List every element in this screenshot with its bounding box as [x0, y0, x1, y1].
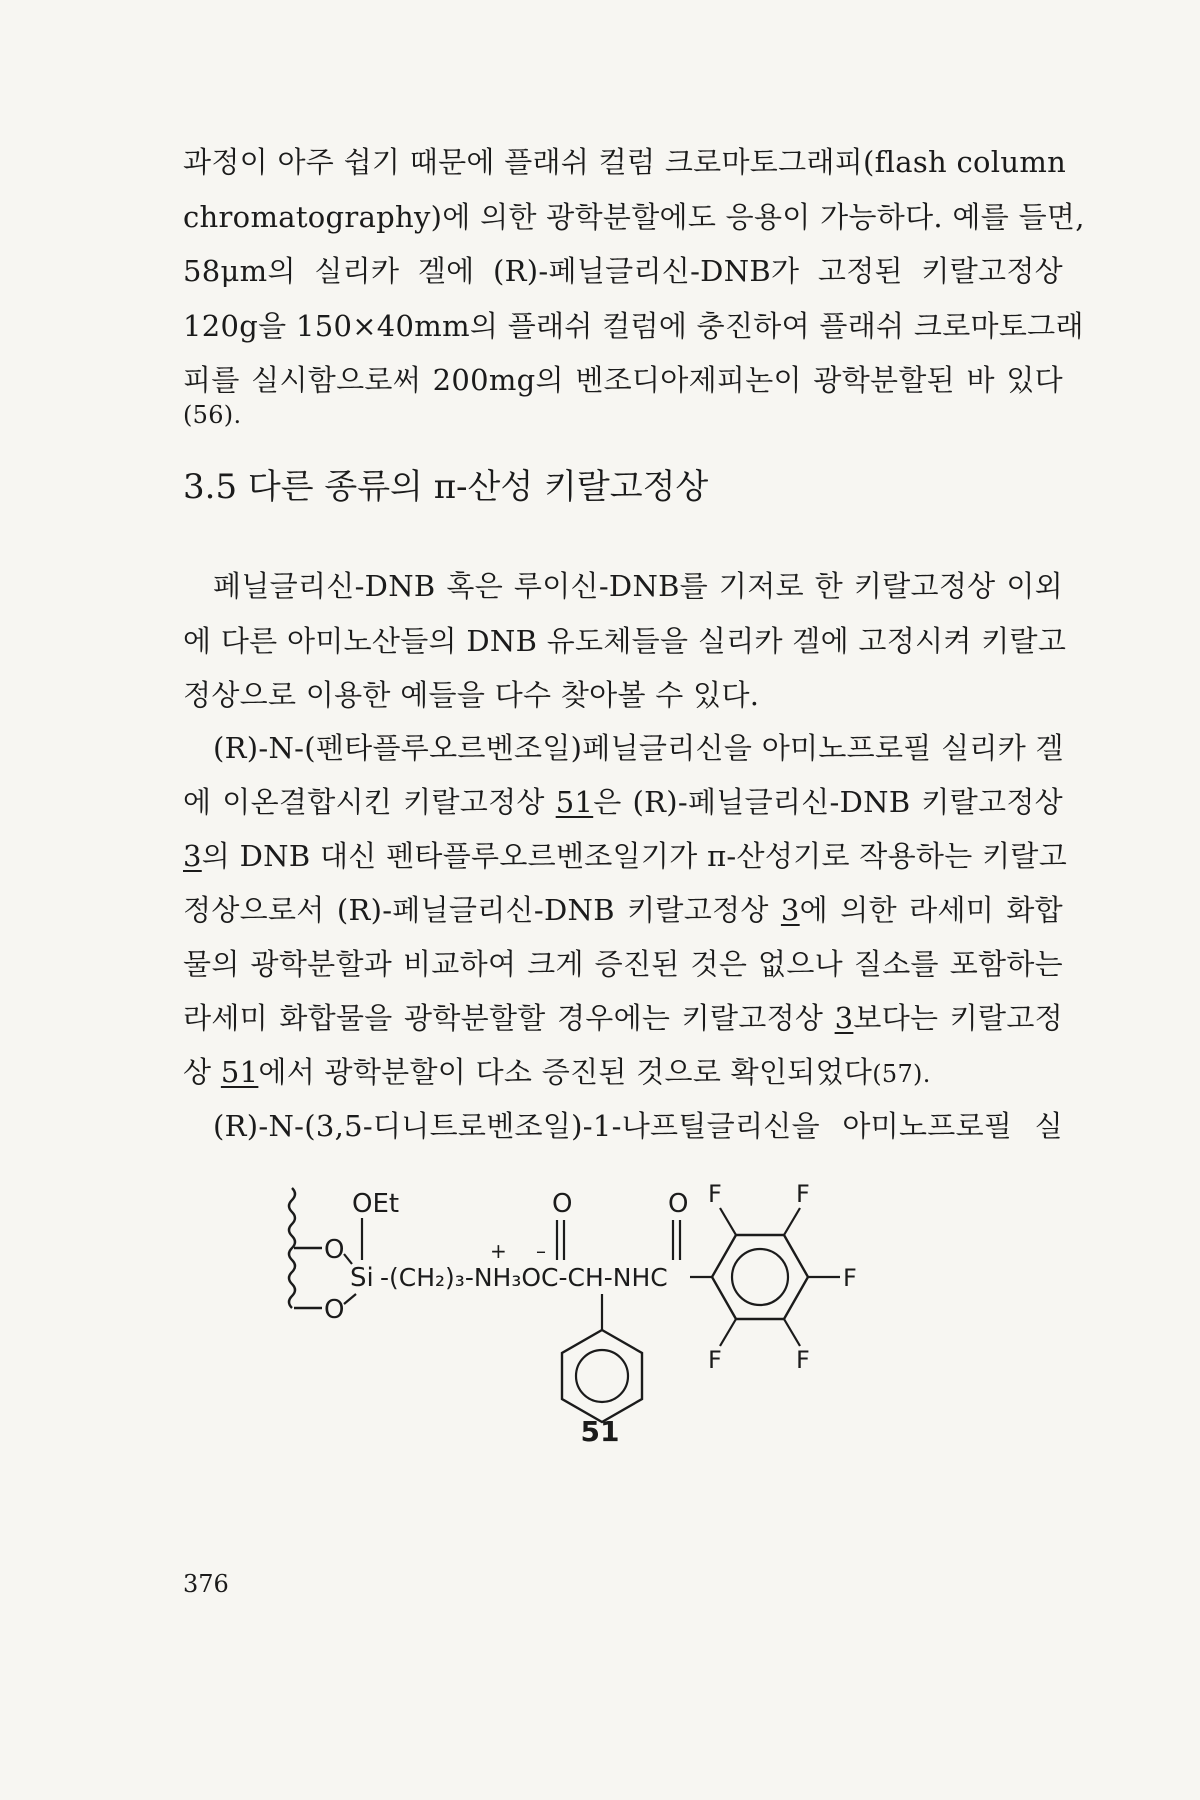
- minus-charge: –: [536, 1239, 546, 1263]
- paragraph-1-line-3: 58μm의 실리카 겔에 (R)-페닐글리신-DNB가 고정된 키랄고정상: [183, 254, 1063, 288]
- compound-reference: 51: [220, 1055, 259, 1089]
- paragraph-3-line-1: (R)-N-(펜타플루오르벤조일)페닐글리신을 아미노프로필 실리카 겔: [213, 731, 1064, 765]
- bond: [344, 1294, 356, 1304]
- text-segment: 에 이온결합시킨 키랄고정상: [183, 785, 545, 819]
- paragraph-1-citation: (56).: [183, 401, 242, 429]
- text-segment: 상: [183, 1055, 212, 1089]
- paragraph-2-line-1: 페닐글리신-DNB 혹은 루이신-DNB를 기저로 한 키랄고정상 이외: [213, 569, 1063, 603]
- text-segment: 보다는 키랄고정: [853, 1001, 1063, 1035]
- paragraph-2-line-3: 정상으로 이용한 예들을 다수 찾아볼 수 있다.: [183, 678, 760, 712]
- pentafluorophenyl-aromatic-circle: [732, 1249, 788, 1305]
- paragraph-4-line-1: (R)-N-(3,5-디니트로벤조일)-1-나프틸글리신을 아미노프로필 실: [213, 1109, 1063, 1143]
- compound-reference: 3: [183, 839, 202, 873]
- phenyl-aromatic-circle: [576, 1350, 628, 1402]
- fluorine-bottom-left: F: [708, 1346, 722, 1374]
- fluorine-top-right: F: [796, 1180, 810, 1208]
- citation: (57).: [872, 1060, 931, 1088]
- bond: [784, 1319, 800, 1346]
- propyl-ammonium-chain: -(CH₂)₃-NH₃OC-CH-NHC: [380, 1263, 668, 1292]
- compound-number: 51: [580, 1415, 620, 1448]
- carbonyl-oxygen-2: O: [668, 1189, 689, 1219]
- oxygen-bottom: O: [324, 1295, 345, 1325]
- text-segment: 은 (R)-페닐글리신-DNB 키랄고정상: [593, 785, 1063, 819]
- text-segment: 에서 광학분할이 다소 증진된 것으로 확인되었다: [258, 1055, 873, 1089]
- compound-reference: 51: [555, 785, 594, 819]
- section-heading: 3.5 다른 종류의 π-산성 키랄고정상: [183, 467, 709, 507]
- text-segment: 의 DNB 대신 펜타플루오르벤조일기가 π-산성기로 작용하는 키랄고: [201, 839, 1068, 873]
- silicon-atom: Si: [350, 1263, 374, 1293]
- bond: [784, 1208, 800, 1235]
- text-segment: 에 의한 라세미 화합: [799, 893, 1063, 927]
- paragraph-1-line-4: 120g을 150×40mm의 플래쉬 컬럼에 충진하여 플래쉬 크로마토그래: [183, 309, 1084, 343]
- paragraph-3-line-7: [183, 1052, 1063, 1094]
- ethoxy-group: OEt: [352, 1189, 400, 1219]
- paragraph-3-line-4: [183, 890, 1063, 930]
- plus-charge: +: [490, 1239, 507, 1263]
- compound-reference: 3: [834, 1001, 854, 1035]
- oxygen-top: O: [324, 1235, 345, 1265]
- page-number: 376: [183, 1570, 229, 1598]
- fluorine-para: F: [843, 1264, 857, 1292]
- fluorine-bottom-right: F: [796, 1346, 810, 1374]
- carbonyl-oxygen-1: O: [552, 1189, 573, 1219]
- paragraph-3-line-2: [183, 782, 1063, 822]
- paragraph-1-line-2: chromatography)에 의한 광학분할에도 응용이 가능하다. 예를 들면,: [183, 200, 1085, 234]
- chemical-structure-51: [280, 1160, 920, 1390]
- paragraph-3-line-3: [183, 836, 1068, 876]
- pentafluorophenyl-ring: [712, 1235, 808, 1319]
- paragraph-3-line-5: 물의 광학분할과 비교하여 크게 증진된 것은 없으나 질소를 포함하는: [183, 947, 1063, 981]
- bond: [720, 1208, 736, 1235]
- paragraph-3-line-6: [183, 998, 1063, 1038]
- structure-drawing: [280, 1160, 920, 1390]
- compound-reference: 3: [780, 893, 800, 927]
- bond: [720, 1319, 736, 1346]
- paragraph-1-line-1: 과정이 아주 쉽기 때문에 플래쉬 컬럼 크로마토그래피(flash column: [183, 145, 1067, 179]
- paragraph-2-line-2: 에 다른 아미노산들의 DNB 유도체들을 실리카 겔에 고정시켜 키랄고: [183, 624, 1067, 658]
- phenyl-ring: [562, 1330, 642, 1422]
- text-segment: 라세미 화합물을 광학분할할 경우에는 키랄고정상: [183, 1001, 824, 1035]
- paragraph-1-line-5: 피를 실시함으로써 200mg의 벤조디아제피논이 광학분할된 바 있다: [183, 363, 1063, 397]
- fluorine-top-left: F: [708, 1180, 722, 1208]
- text-segment: 정상으로서 (R)-페닐글리신-DNB 키랄고정상: [183, 893, 769, 927]
